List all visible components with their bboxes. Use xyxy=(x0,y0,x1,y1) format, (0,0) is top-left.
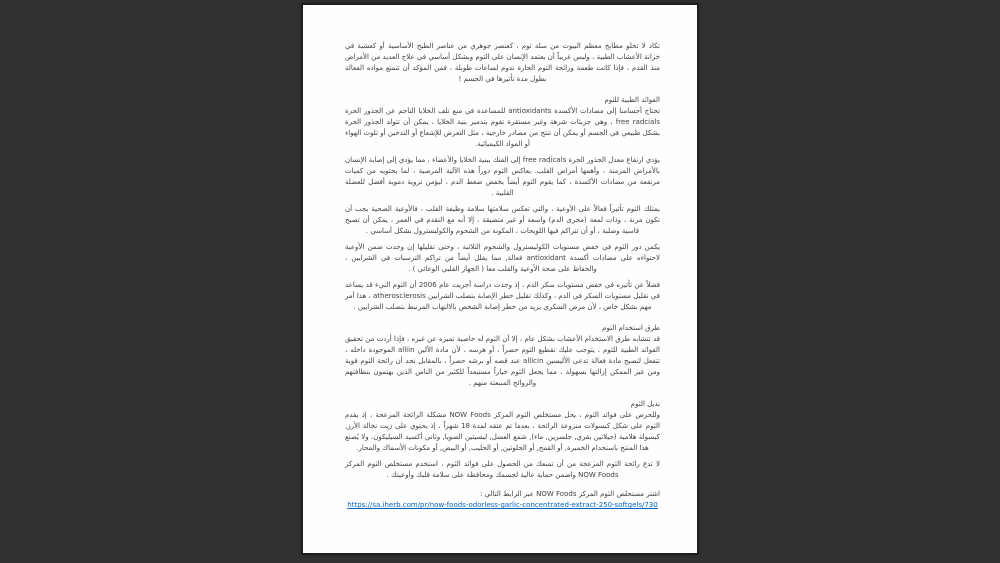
usage-paragraph: قد تتشابه طرق الاستخدام الأعشاب بشكل عام ، إلا أن الثوم له خاصية تميزه عن غيره ، فإذا أردت من تحقيق الفوائد الطبية للثوم ، يتوجب عليك تقطيع الثوم حصراً ، أو هرسه ، لأن مادة الألين alliin الموجودة داخله ، تتفعل لتصبح مادة فعالة تدعى الأليسين allicin عند قصه أو برشه حصراً ، بالمقابل نجد أن رائحة الثوم قوية ومن غير الممكن إزالتها بسهولة ، مما يجعل الثوم خياراً مستبعداً للكثير من الناس الذين يهتمون بنظافتهم والروائح المنبعثة منهم . xyxy=(345,335,660,387)
section-heading-medical-benefits: الفوائد الطبية للثوم xyxy=(604,96,660,104)
product-link-line xyxy=(345,500,660,511)
buy-instruction-line: اشتر مستخلص الثوم المركز NOW Foods عبر الرابط التالي : xyxy=(479,490,660,498)
section-heading-garlic-alternative: بديل الثوم xyxy=(630,400,660,408)
section-heading-usage-methods: طرق استخدام الثوم xyxy=(602,324,660,332)
free-radicals-paragraph: يؤدي ارتفاع معدل الجذور الحرة free radicals إلى الفتك ببنية الخلايا والأعضاء ، مما يؤدي إلى إصابة الإنسان بالأمراض المزمنة ، وأهمها أمراض القلب. يعاكس الثوم دوراً هذه الآلية المرضية ، لما يحتويه من كميات مرتفعة من مضادات الأكسدة ، كما يقوم الثوم أيضاً بخفض ضغط الدم ، ليؤمن تروية دموية أفضل للعضلة القلبية . xyxy=(345,156,660,197)
promo-paragraph: لا تدع رائحة الثوم المزعجة من أن تمنعك من الحصول على فوائد الثوم ، استخدم مستخلص الثوم المركز NOW Foods واضمن حماية عالية لجسمك ومحافظة على سلامة قلبك وأوعيتك . xyxy=(345,460,660,479)
document-content xyxy=(345,41,660,511)
alternative-paragraph: وللحرص على فوائد الثوم ، يحل مستخلص الثوم المركز NOW Foods مشكلة الرائحة المزعجة ، إذ يقدم الثوم على شكل كبسولات منزوعة الرائحة ، بعدما تم عتقه لمدة 18 شهراً ، إذ يحتوي على زيت نخالة الأرز, كبسولة هلامية (جيلاتين بقري, جلسرين, ماء), شمع العسل, ليسيثين الصويا, وثاني أكسيد السيليكون. ولا يُصنع هذا المنتج باستخدام الخميرة, أو القمح, أو الجلوتين, أو الحليب, أو البيض, أو مكونات الأسماك والمحار. xyxy=(345,411,660,452)
blood-sugar-paragraph: فضلاً عن تأثيره في خفض مستويات سكر الدم ، إذ وجدت دراسة أجريت عام 2006 أن الثوم النيء قد يساعد في تقليل مستويات السكر في الدم ، وكذلك تقليل خطر الإصابة بتصلب الشرايين atherosclerosis ، هذا أمر مهم بشكل خاص ، لأن مرض السكري يزيد من خطر إصابة الشخص بالالتهاب المرتبط بتصلب الشرايين . xyxy=(345,281,660,311)
product-link[interactable]: https://sa.iherb.com/pr/now-foods-odorless-garlic-concentrated-extract-250-softgels/730 xyxy=(347,501,658,509)
antioxidants-paragraph: تحتاج أجسامنا إلى مضادات الأكسدة antioxidants للمساعدة في منع تلف الخلايا الناجم عن الجذور الحرة free radcials ، وهي جزيئات شرهة وغير مستقرة تقوم بتدمير بنية الخلايا ، يمكن أن تتولد الجذور الحرة بشكل طبيعي في الجسم أو يمكن أن تنتج من مصادر خارجية ، مثل التعرض للإشعاع أو التدخين أو تلوث الهواء أو المواد الكيميائية. xyxy=(345,107,661,148)
cholesterol-paragraph: يكمن دور الثوم في خفض مستويات الكوليسترول والشحوم الثلاثية ، وحتى تقليلها إن وجدت ضمن الأوعية لاحتواءه على مضادات أكسدة antioxidant فعالة, مما يقلل أيضاً من تراكم الترسبات في الشرايين ، والحفاظ على صحة الأوعية والقلب معا ( الجهاز القلبي الوعائي ) . xyxy=(345,243,660,273)
blood-vessels-paragraph: يمتلك الثوم تأثيراً فعالاً على الأوعية ، والتي تعكس سلامتها سلامة وظيفة القلب ، فالأوعية الصحية يجب أن تكون مرنة ، وذات لمعة (مجرى الدم) واسعة أو غير متضيقة ، إلا أنه مع التقدم في العمر ، يمكن أن تصبح قاسية وصلبة ، أو أن تتراكم فيها اللويحات ، المكونة من الشحوم والكوليسترول بشكل أساسي . xyxy=(345,205,660,235)
intro-paragraph: تكاد لا تخلو مطابخ معظم البيوت من سلة ثوم ، كعنصر جوهري من عناصر الطبخ الأساسية أو كعشبة في خزانة الأعشاب الطبية ، وليس غريباً أن يعتمد الإنسان على الثوم وبشكل أساسي في علاج العديد من الأمراض منذ القدم ، فإذا كانت طعمة ورائحة الثوم الحارة تدوم لساعات طويلة ، فمن المؤكد أن تتمتع مواده الفعالة بطول مدة تأثيرها في الجسم ! xyxy=(345,42,660,83)
document-page xyxy=(303,5,697,553)
